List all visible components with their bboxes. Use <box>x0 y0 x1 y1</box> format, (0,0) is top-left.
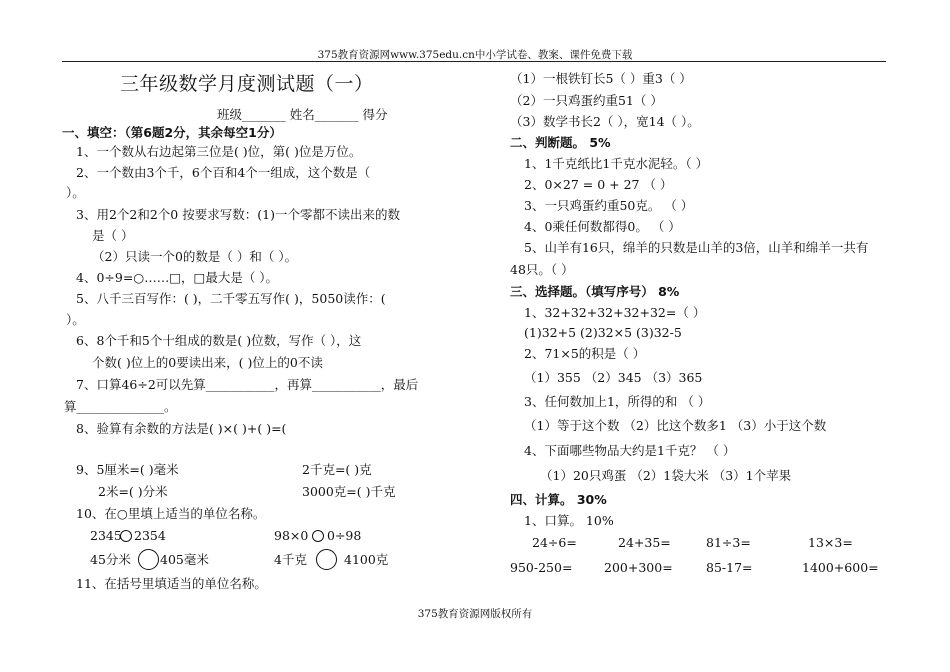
section-3-heading: 三、选择题。（填写序号） 8% <box>510 284 680 299</box>
question-2: 2、一个数由3个千，6个百和4个一组成，这个数是（ <box>76 165 371 180</box>
mental-math-item: 24÷6= <box>532 535 577 550</box>
answer-circle[interactable] <box>316 549 337 570</box>
q10-b2: 405毫米 <box>160 552 209 567</box>
q10-a3: 98×0 <box>274 528 309 543</box>
question-3-line3: （2）只读一个0的数是（ ）和（ ）。 <box>92 249 298 264</box>
q10-b4: 4100克 <box>344 552 389 567</box>
choice-1-options: (1)32+5 (2)32×5 (3)32-5 <box>524 325 682 340</box>
mental-math-item: 200+300= <box>604 560 673 575</box>
question-4: 4、0÷9=○……□，□最大是（ ）。 <box>76 270 279 285</box>
page-header: 375教育资源网www.375edu.cn中小学试卷、教案、课件免费下载 <box>317 49 633 61</box>
question-9-b2: 3000克=( )千克 <box>302 484 396 499</box>
question-7-line2: 算______________。 <box>64 399 177 414</box>
exam-title: 三年级数学月度测试题（一） <box>120 73 374 95</box>
judge-5-line2: 48只。（ ） <box>510 262 574 277</box>
mental-math-item: 81÷3= <box>706 535 751 550</box>
answer-circle[interactable] <box>120 530 132 542</box>
question-9-a2: 2千克=( )克 <box>302 462 372 477</box>
question-6: 6、8个千和5个十组成的数是( )位数，写作（ ），这 <box>76 333 362 348</box>
choice-3-options: （1）等于这个数 （2）比这个数多1 （3）小于这个数 <box>524 418 827 433</box>
mental-math-item: 85-17= <box>706 560 753 575</box>
question-11: 11、在括号里填适当的单位名称。 <box>76 576 267 591</box>
judge-1: 1、1千克纸比1千克水泥轻。（ ） <box>524 156 709 171</box>
choice-2: 2、71×5的积是（ ） <box>524 346 646 361</box>
choice-1: 1、32+32+32+32+32=（ ） <box>524 305 706 320</box>
page-footer: 375教育资源网版权所有 <box>417 608 533 620</box>
answer-circle[interactable] <box>138 549 159 570</box>
question-3-line2: 是（ ） <box>92 228 134 243</box>
q10-a1: 2345 <box>90 528 122 543</box>
answer-circle[interactable] <box>312 530 324 542</box>
mental-math-item: 1400+600= <box>802 560 879 575</box>
mental-math-item: 950-250= <box>510 560 573 575</box>
question-10: 10、在○里填上适当的单位名称。 <box>76 506 266 521</box>
judge-5: 5、山羊有16只，绵羊的只数是山羊的3倍，山羊和绵羊一共有 <box>524 240 869 255</box>
question-7: 7、口算46÷2可以先算___________，再算___________，最后 <box>76 377 419 392</box>
section-1-heading: 一、填空：（第6题2分，其余每空1分） <box>62 125 282 140</box>
q10-a2: 2354 <box>134 528 166 543</box>
judge-3: 3、一只鸡蛋约重50克。 （ ） <box>524 198 694 213</box>
section-2-heading: 二、判断题。 5% <box>510 135 611 150</box>
question-11-item-3: （3）数学书长2（ ），宽14（ ）。 <box>510 114 700 129</box>
question-1: 1、一个数从右边起第三位是( )位，第( )位是万位。 <box>76 144 362 159</box>
mental-math-item: 24+35= <box>618 535 671 550</box>
question-5: 5、八千三百写作：( )，二千零五写作( )，5050读作：( <box>76 291 386 306</box>
question-8: 8、验算有余数的方法是( )×( )+( )=( <box>76 421 287 436</box>
choice-2-options: （1）355 （2）345 （3）365 <box>524 370 703 385</box>
q10-b1: 45分米 <box>90 552 131 567</box>
section-4-heading: 四、计算。 30% <box>510 492 607 507</box>
q10-a4: 0÷98 <box>327 528 362 543</box>
question-6-line2: 个数( )位上的0要读出来，( )位上的0不读 <box>92 355 323 370</box>
question-2-end: ）。 <box>66 185 85 200</box>
q10-b3: 4千克 <box>274 552 307 567</box>
question-9-a1: 9、5厘米=( )毫米 <box>76 462 179 477</box>
judge-4: 4、0乘任何数都得0。 （ ） <box>524 219 681 234</box>
choice-4-options: （1）20只鸡蛋 （2）1袋大米 （3）1个苹果 <box>540 468 792 483</box>
question-9-b1: 2米=( )分米 <box>98 484 168 499</box>
question-3: 3、用2个2和2个0 按要求写数：(1)一个零都不读出来的数 <box>76 207 400 222</box>
choice-4: 4、下面哪些物品大约是1千克？ （ ） <box>524 443 736 458</box>
choice-3: 3、任何数加上1，所得的和 （ ） <box>524 394 711 409</box>
question-11-item-1: （1）一根铁钉长5（ ）重3（ ） <box>510 71 692 86</box>
question-11-item-2: （2）一只鸡蛋约重51（ ） <box>510 93 663 108</box>
mental-math-item: 13×3= <box>808 535 853 550</box>
judge-2: 2、0×27 = 0 + 27 （ ） <box>524 177 673 192</box>
question-5-end: ）。 <box>66 312 85 327</box>
calc-1-heading: 1、口算。 10% <box>524 513 614 528</box>
student-info-line: 班级_______ 姓名_______ 得分 <box>217 107 388 122</box>
header-rule <box>62 61 886 62</box>
